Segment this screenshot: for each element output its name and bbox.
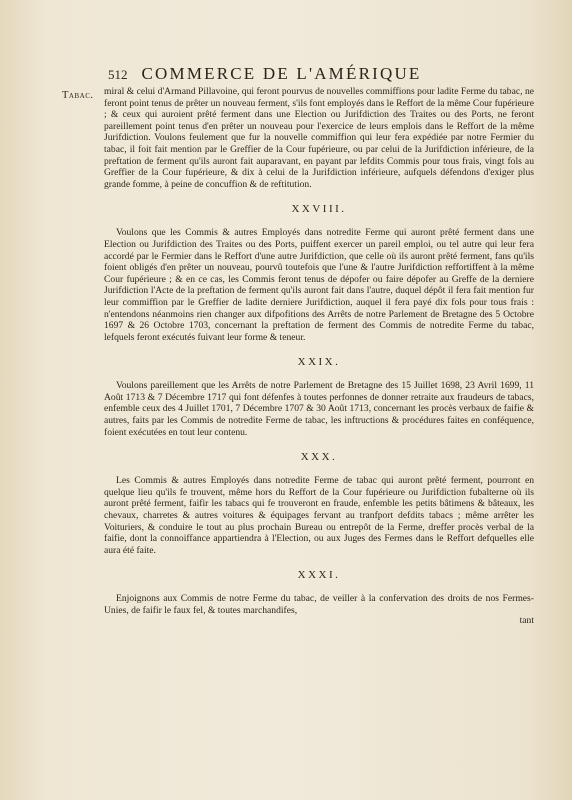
paragraph-xxviii: Voulons que les Commis & autres Employés dans notredite Ferme qui auront prêté ferment dans une Election ou Jurifdiction des Traites ou des Ports, puiffent exercer un pareil emploi, ou tel autre qui leur fera accordé par le Fermier dans le Reffort d'une autre Jurifdiction, que celle où ils auront prêté ferment, fans qu'ils foient obligés d'en prêter un nouveau, pourvû toutefois que l'une & l'autre Jurifdiction reffortiffent à la même Cour fupérieure ; & en ce cas, les Commis feront tenus de dépofer ou faire dépofer au Greffe de la derniere Jurifdiction l'Acte de la preftation de ferment qu'ils auront fait dans l'autre, duquel dépôt il fera fait mention fur leur commiffion par le Greffier de ladite derniere Jurifdiction, auquel il fera payé dix fols pour tous frais : n'entendons néanmoins rien changer aux difpofitions des Arrêts de notre Parlement de Bretagne des 5 Octobre 1697 & 26 Octobre 1703, concernant la preftation de ferment des Commis de notredite Ferme du tabac, lefquels feront exécutés fuivant leur forme & teneur. bbox=[104, 227, 534, 343]
paragraph-xxix: Voulons pareillement que les Arrêts de notre Parlement de Bretagne des 15 Juillet 1698, 23 Avril 1699, 11 Août 1713 & 7 Décembre 1717 qui font défenfes à toutes perfonnes de donner retraite aux fraudeurs de tabacs, enfemble ceux des 4 Juillet 1701, 7 Décembre 1707 & 30 Août 1713, concernant les procès verbaux de faifie & autres, faits par les Commis de notredite Ferme de tabac, les inftructions & procédures faites en conféquence, foient exécutées en tout leur contenu. bbox=[104, 380, 534, 438]
margin-note: Tabac. bbox=[62, 90, 94, 101]
catchword: tant bbox=[519, 614, 534, 626]
page-body bbox=[104, 86, 534, 626]
running-title: COMMERCE DE L'AMÉRIQUE bbox=[141, 64, 422, 83]
section-title-xxxi: XXXI. bbox=[297, 569, 341, 582]
page-number: 512 bbox=[108, 67, 128, 82]
page-header bbox=[108, 64, 532, 84]
paragraph-xxx: Les Commis & autres Employés dans notredite Ferme de tabac qui auront prêté ferment, pourront en quelque lieu qu'ils fe trouvent, même hors du Reffort de la Cour fupérieure ou Jurifdiction fubalterne où ils auront prêté ferment, faifir les tabacs qui fe trouveront en fraude, enfemble les petits bâtimens & bâteaux, les chevaux, charretes & autres voitures & équipages fervant au tranfport defdits tabacs ; même arrêter les Voituriers, & conduire le tout au plus prochain Bureau ou entrepôt de la Ferme, dreffer procès verbal de la faifie, dont la connoiffance appartiendra à l'Election, ou aux Juges des Fermes dans le Reffort defquelles elle aura été faite. bbox=[104, 475, 534, 556]
section-title-xxx: XXX. bbox=[300, 451, 338, 464]
paragraph-xxxi: Enjoignons aux Commis de notre Ferme du tabac, de veiller à la confervation des droits de nos Fermes-Unies, de faifir le faux fel, & toutes marchandifes, bbox=[104, 593, 534, 616]
section-title-xxviii: XXVIII. bbox=[291, 203, 347, 216]
section-title-xxix: XXIX. bbox=[297, 356, 341, 369]
paragraph-continuation: miral & celui d'Armand Pillavoine, qui feront pourvus de nouvelles commiffions pour ladite Ferme du tabac, ne feront point tenus de prêter un nouveau ferment, s'ils font employés dans le Reffort de la même Cour fupérieure ; & ceux qui auroient prêté ferment dans une Election ou Jurifdiction des Traites ou des Ports, ne feront pareillement point tenus d'en prêter un nouveau pour l'exercice de leurs emplois dans le Reffort de la même Jurifdiction. Voulons feulement que fur la nouvelle commiffion qui leur fera expédiée par notre Fermier du tabac, il foit fait mention par le Greffier de la Cour fupérieure, ou par celui de la Jurifdiction inférieure, de la preftation de ferment qu'ils auront fait auparavant, en payant par lefdits Commis pour tous frais, vingt fols au Greffier de la Cour fupérieure, & dix à celui de la Jurifdiction inférieure, aufquels défendons d'exiger plus grande fomme, à peine de concuffion & de reftitution. bbox=[104, 86, 534, 190]
